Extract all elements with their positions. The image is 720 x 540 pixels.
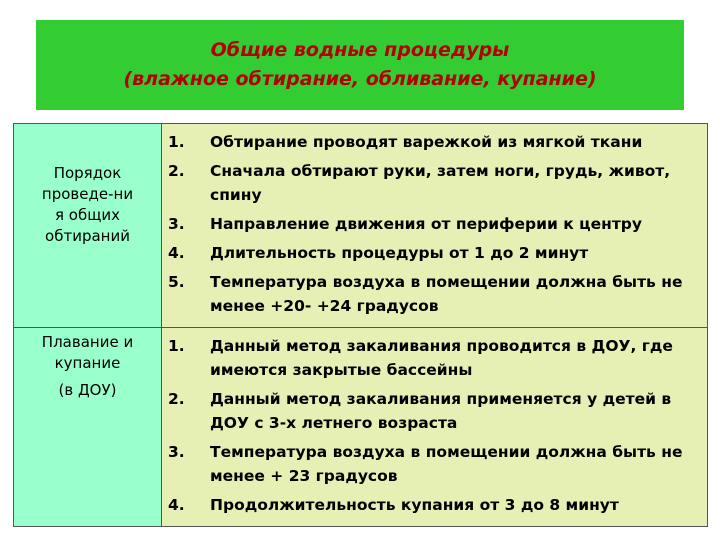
- list-item: [168, 159, 699, 207]
- row-content-swimming: [162, 328, 708, 527]
- title-line-2: (влажное обтирание, обливание, купание): [123, 68, 597, 90]
- list-item: [168, 387, 699, 435]
- label-line: я общих: [55, 205, 120, 224]
- item-number: 3.: [168, 443, 185, 461]
- list-item: [168, 493, 699, 517]
- title-line-1: Общие водные процедуры: [210, 39, 510, 61]
- list-item: [168, 334, 699, 382]
- row-content-rubdown: [162, 124, 708, 328]
- item-number: 2.: [168, 390, 185, 408]
- table-row-swimming: [14, 328, 708, 527]
- item-number: 4.: [168, 496, 185, 514]
- item-number: 2.: [168, 162, 185, 180]
- rubdown-list: [168, 130, 699, 318]
- label-line: обтираний: [45, 226, 130, 245]
- item-text: Длительность процедуры от 1 до 2 минут: [210, 244, 589, 262]
- list-item: [168, 241, 699, 265]
- item-text: Температура воздуха в помещении должна быть не менее +20- +24 градусов: [210, 273, 683, 315]
- item-number: 5.: [168, 273, 185, 291]
- item-text: Направление движения от периферии к центру: [210, 215, 643, 233]
- list-item: [168, 440, 699, 488]
- item-text: Сначала обтирают руки, затем ноги, грудь, живот, спину: [210, 162, 671, 204]
- table-row-rubdown: [14, 124, 708, 328]
- label-line: (в ДОУ): [58, 381, 117, 399]
- item-text: Обтирание проводят варежкой из мягкой ткани: [210, 133, 643, 151]
- list-item: [168, 212, 699, 236]
- item-text: Продолжительность купания от 3 до 8 минут: [210, 496, 619, 514]
- item-number: 3.: [168, 215, 185, 233]
- item-number: 1.: [168, 337, 185, 355]
- item-number: 1.: [168, 133, 185, 151]
- title-banner: [36, 20, 684, 110]
- label-line: Плавание и купание: [41, 333, 134, 372]
- item-text: Данный метод закаливания применяется у детей в ДОУ с 3-х летнего возраста: [210, 390, 672, 432]
- item-text: Температура воздуха в помещении должна быть не менее + 23 градусов: [210, 443, 683, 485]
- label-line: Порядок: [53, 163, 122, 182]
- swimming-list: [168, 334, 699, 517]
- item-number: 4.: [168, 244, 185, 262]
- row-label-rubdown: [14, 124, 162, 328]
- list-item: [168, 130, 699, 154]
- item-text: Данный метод закаливания проводится в ДОУ, где имеются закрытые бассейны: [210, 337, 673, 379]
- label-line: проведе-ни: [41, 184, 134, 203]
- procedures-table: [13, 123, 708, 527]
- list-item: [168, 270, 699, 318]
- row-label-swimming: [14, 328, 162, 527]
